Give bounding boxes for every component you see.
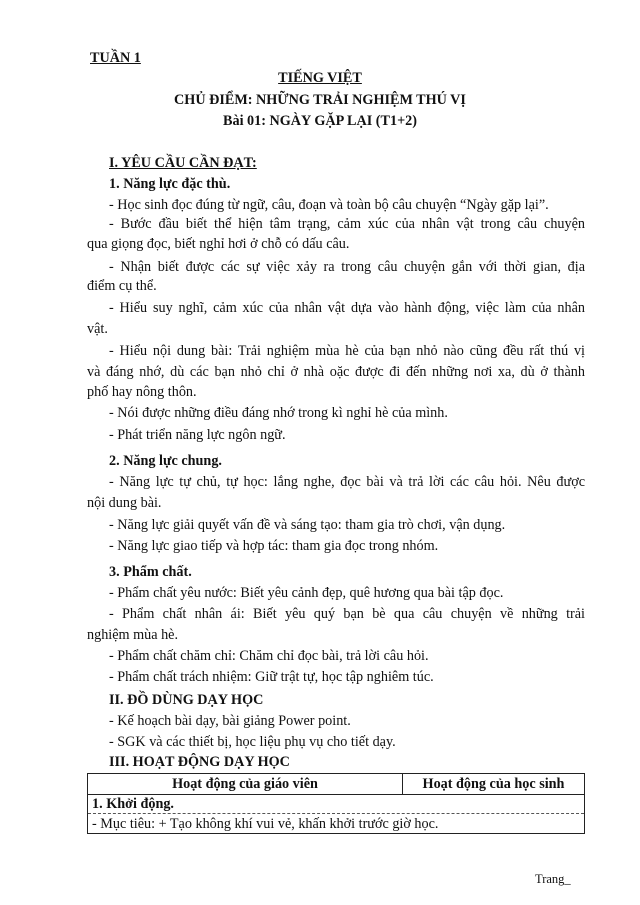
table-row xyxy=(87,794,585,834)
text-line: nội dung bài. xyxy=(87,495,162,511)
subsection-3-title: 3. Phẩm chất. xyxy=(109,564,192,580)
text-line: phố hay nông thôn. xyxy=(87,384,197,400)
text-line: - Phẩm chất trách nhiệm: Giữ trật tự, học tập nghiêm túc. xyxy=(109,669,434,685)
text-line: - Năng lực tự chủ, tự học: lắng nghe, đọc bài và trả lời các câu hỏi. Nêu được xyxy=(109,474,585,490)
text-line: - Phẩm chất chăm chỉ: Chăm chỉ đọc bài, trả lời câu hỏi. xyxy=(109,648,429,664)
student-column-header: Hoạt động của học sinh xyxy=(403,774,585,795)
dashed-divider xyxy=(88,813,584,814)
text-line: và đáng nhớ, dù các bạn nhỏ chỉ ở nhà oặc được đi đến những nơi xa, dù ở thành xyxy=(87,364,585,380)
text-line: - Học sinh đọc đúng từ ngữ, câu, đoạn và toàn bộ câu chuyện “Ngày gặp lại”. xyxy=(109,197,549,213)
activity-table xyxy=(87,773,585,795)
page-number-label: Trang_ xyxy=(535,872,571,886)
text-line: - Phẩm chất nhân ái: Biết yêu quý bạn bè qua câu chuyện về những trải xyxy=(109,606,585,622)
text-line: vật. xyxy=(87,321,108,337)
section-1-title: I. YÊU CẦU CẦN ĐẠT: xyxy=(109,155,257,171)
text-line: - Phẩm chất yêu nước: Biết yêu cảnh đẹp, quê hương qua bài tập đọc. xyxy=(109,585,504,601)
text-line: - Năng lực giao tiếp và hợp tác: tham gia đọc trong nhóm. xyxy=(109,538,439,554)
subsection-1-title: 1. Năng lực đặc thù. xyxy=(109,176,231,192)
text-line: - Phát triển năng lực ngôn ngữ. xyxy=(109,427,286,443)
text-line: - Nhận biết được các sự việc xảy ra trong câu chuyện gắn với thời gian, địa xyxy=(109,259,585,275)
text-line: - Bước đầu biết thể hiện tâm trạng, cảm xúc của nhân vật trong câu chuyện xyxy=(109,216,585,232)
warmup-title: 1. Khởi động. xyxy=(92,796,174,812)
table-header-row xyxy=(88,774,585,795)
text-line: qua giọng đọc, biết nghỉ hơi ở chỗ có dấu câu. xyxy=(87,236,350,252)
text-line: - SGK và các thiết bị, học liệu phụ vụ cho tiết dạy. xyxy=(109,734,396,750)
week-label: TUẦN 1 xyxy=(90,50,141,66)
theme-title: CHỦ ĐIỂM: NHỮNG TRẢI NGHIỆM THÚ VỊ xyxy=(174,92,466,108)
text-line: - Năng lực giải quyết vấn đề và sáng tạo: tham gia trò chơi, vận dụng. xyxy=(109,517,506,533)
text-line: - Hiểu suy nghĩ, cảm xúc của nhân vật dựa vào hành động, việc làm của nhân xyxy=(109,300,585,316)
text-line: - Hiểu nội dung bài: Trải nghiệm mùa hè của bạn nhỏ nào cũng đều rất thú vị xyxy=(109,343,585,359)
section-2-title: II. ĐỒ DÙNG DẠY HỌC xyxy=(109,692,264,708)
lesson-title: Bài 01: NGÀY GẶP LẠI (T1+2) xyxy=(223,113,417,129)
text-line: điểm cụ thể. xyxy=(87,278,157,294)
subsection-2-title: 2. Năng lực chung. xyxy=(109,453,222,469)
text-line: - Nói được những điều đáng nhớ trong kì nghỉ hè của mình. xyxy=(109,405,448,421)
text-line: - Kế hoạch bài dạy, bài giảng Power point. xyxy=(109,713,351,729)
warmup-goal: - Mục tiêu: + Tạo không khí vui vẻ, khấn khởi trước giờ học. xyxy=(92,816,439,832)
teacher-column-header: Hoạt động của giáo viên xyxy=(88,774,403,795)
subject-title: TIẾNG VIỆT xyxy=(278,70,362,86)
text-line: nghiệm mùa hè. xyxy=(87,627,179,643)
section-3-title: III. HOẠT ĐỘNG DẠY HỌC xyxy=(109,754,290,770)
